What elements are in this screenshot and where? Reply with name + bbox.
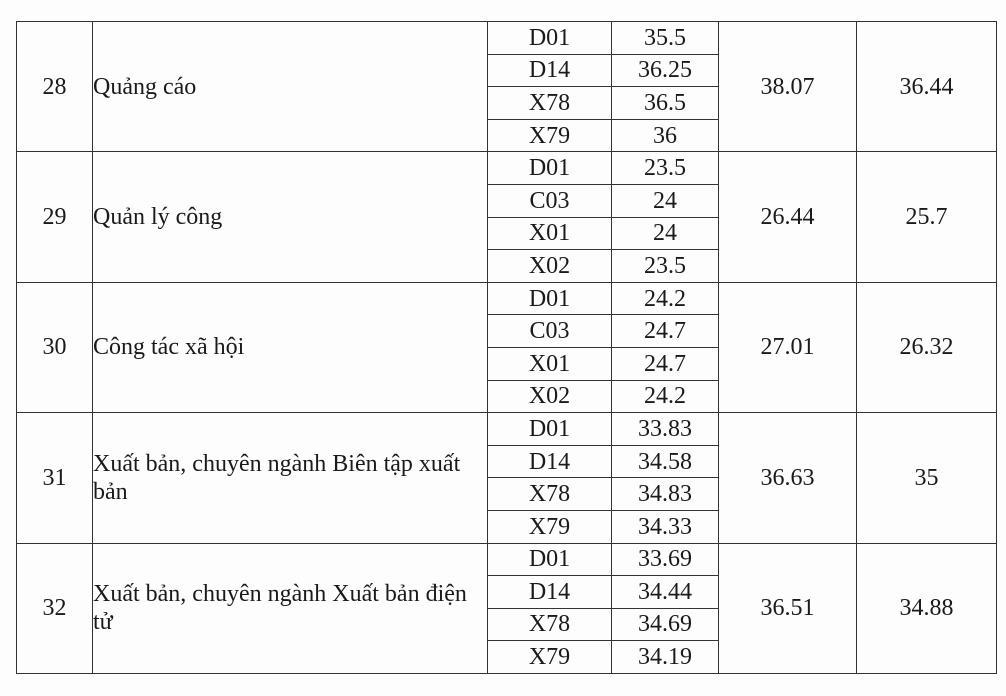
combination-score: 24.2 — [612, 282, 719, 315]
row-number: 32 — [17, 543, 93, 673]
combination-score: 36.5 — [612, 87, 719, 120]
combination-score: 34.44 — [612, 576, 719, 609]
combination-score: 35.5 — [612, 22, 719, 55]
subject-combination: X79 — [488, 510, 612, 543]
row-number: 29 — [17, 152, 93, 282]
table-row — [17, 413, 997, 446]
combination-score: 34.58 — [612, 445, 719, 478]
subject-combination: D01 — [488, 413, 612, 446]
subject-combination: X01 — [488, 347, 612, 380]
row-number: 28 — [17, 22, 93, 152]
subject-combination: D14 — [488, 54, 612, 87]
combination-score: 24.2 — [612, 380, 719, 413]
combination-score: 36.25 — [612, 54, 719, 87]
combination-score: 34.83 — [612, 478, 719, 511]
score-column-1: 27.01 — [719, 282, 857, 412]
subject-combination: X02 — [488, 250, 612, 283]
subject-combination: X78 — [488, 608, 612, 641]
score-column-1: 36.51 — [719, 543, 857, 673]
combination-score: 33.83 — [612, 413, 719, 446]
subject-combination: D01 — [488, 22, 612, 55]
major-name: Xuất bản, chuyên ngành Biên tập xuất bản — [93, 413, 488, 543]
subject-combination: X79 — [488, 641, 612, 674]
score-column-2: 25.7 — [857, 152, 997, 282]
subject-combination: D01 — [488, 152, 612, 185]
combination-score: 34.69 — [612, 608, 719, 641]
subject-combination: D14 — [488, 576, 612, 609]
subject-combination: D01 — [488, 282, 612, 315]
subject-combination: X79 — [488, 119, 612, 152]
row-number: 30 — [17, 282, 93, 412]
subject-combination: C03 — [488, 184, 612, 217]
score-column-2: 34.88 — [857, 543, 997, 673]
score-column-1: 26.44 — [719, 152, 857, 282]
score-column-1: 38.07 — [719, 22, 857, 152]
combination-score: 33.69 — [612, 543, 719, 576]
table-row — [17, 282, 997, 315]
score-column-1: 36.63 — [719, 413, 857, 543]
combination-score: 24 — [612, 184, 719, 217]
row-number: 31 — [17, 413, 93, 543]
combination-score: 24 — [612, 217, 719, 250]
table-row — [17, 543, 997, 576]
table-row — [17, 22, 997, 55]
combination-score: 34.19 — [612, 641, 719, 674]
combination-score: 34.33 — [612, 510, 719, 543]
subject-combination: D14 — [488, 445, 612, 478]
subject-combination: D01 — [488, 543, 612, 576]
score-column-2: 36.44 — [857, 22, 997, 152]
combination-score: 23.5 — [612, 250, 719, 283]
subject-combination: C03 — [488, 315, 612, 348]
subject-combination: X78 — [488, 478, 612, 511]
score-column-2: 26.32 — [857, 282, 997, 412]
combination-score: 24.7 — [612, 315, 719, 348]
major-name: Quản lý công — [93, 152, 488, 282]
score-column-2: 35 — [857, 413, 997, 543]
table-row — [17, 152, 997, 185]
combination-score: 24.7 — [612, 347, 719, 380]
major-name: Xuất bản, chuyên ngành Xuất bản điện tử — [93, 543, 488, 673]
admission-score-table — [16, 21, 997, 674]
subject-combination: X02 — [488, 380, 612, 413]
subject-combination: X78 — [488, 87, 612, 120]
major-name: Công tác xã hội — [93, 282, 488, 412]
combination-score: 23.5 — [612, 152, 719, 185]
combination-score: 36 — [612, 119, 719, 152]
subject-combination: X01 — [488, 217, 612, 250]
major-name: Quảng cáo — [93, 22, 488, 152]
